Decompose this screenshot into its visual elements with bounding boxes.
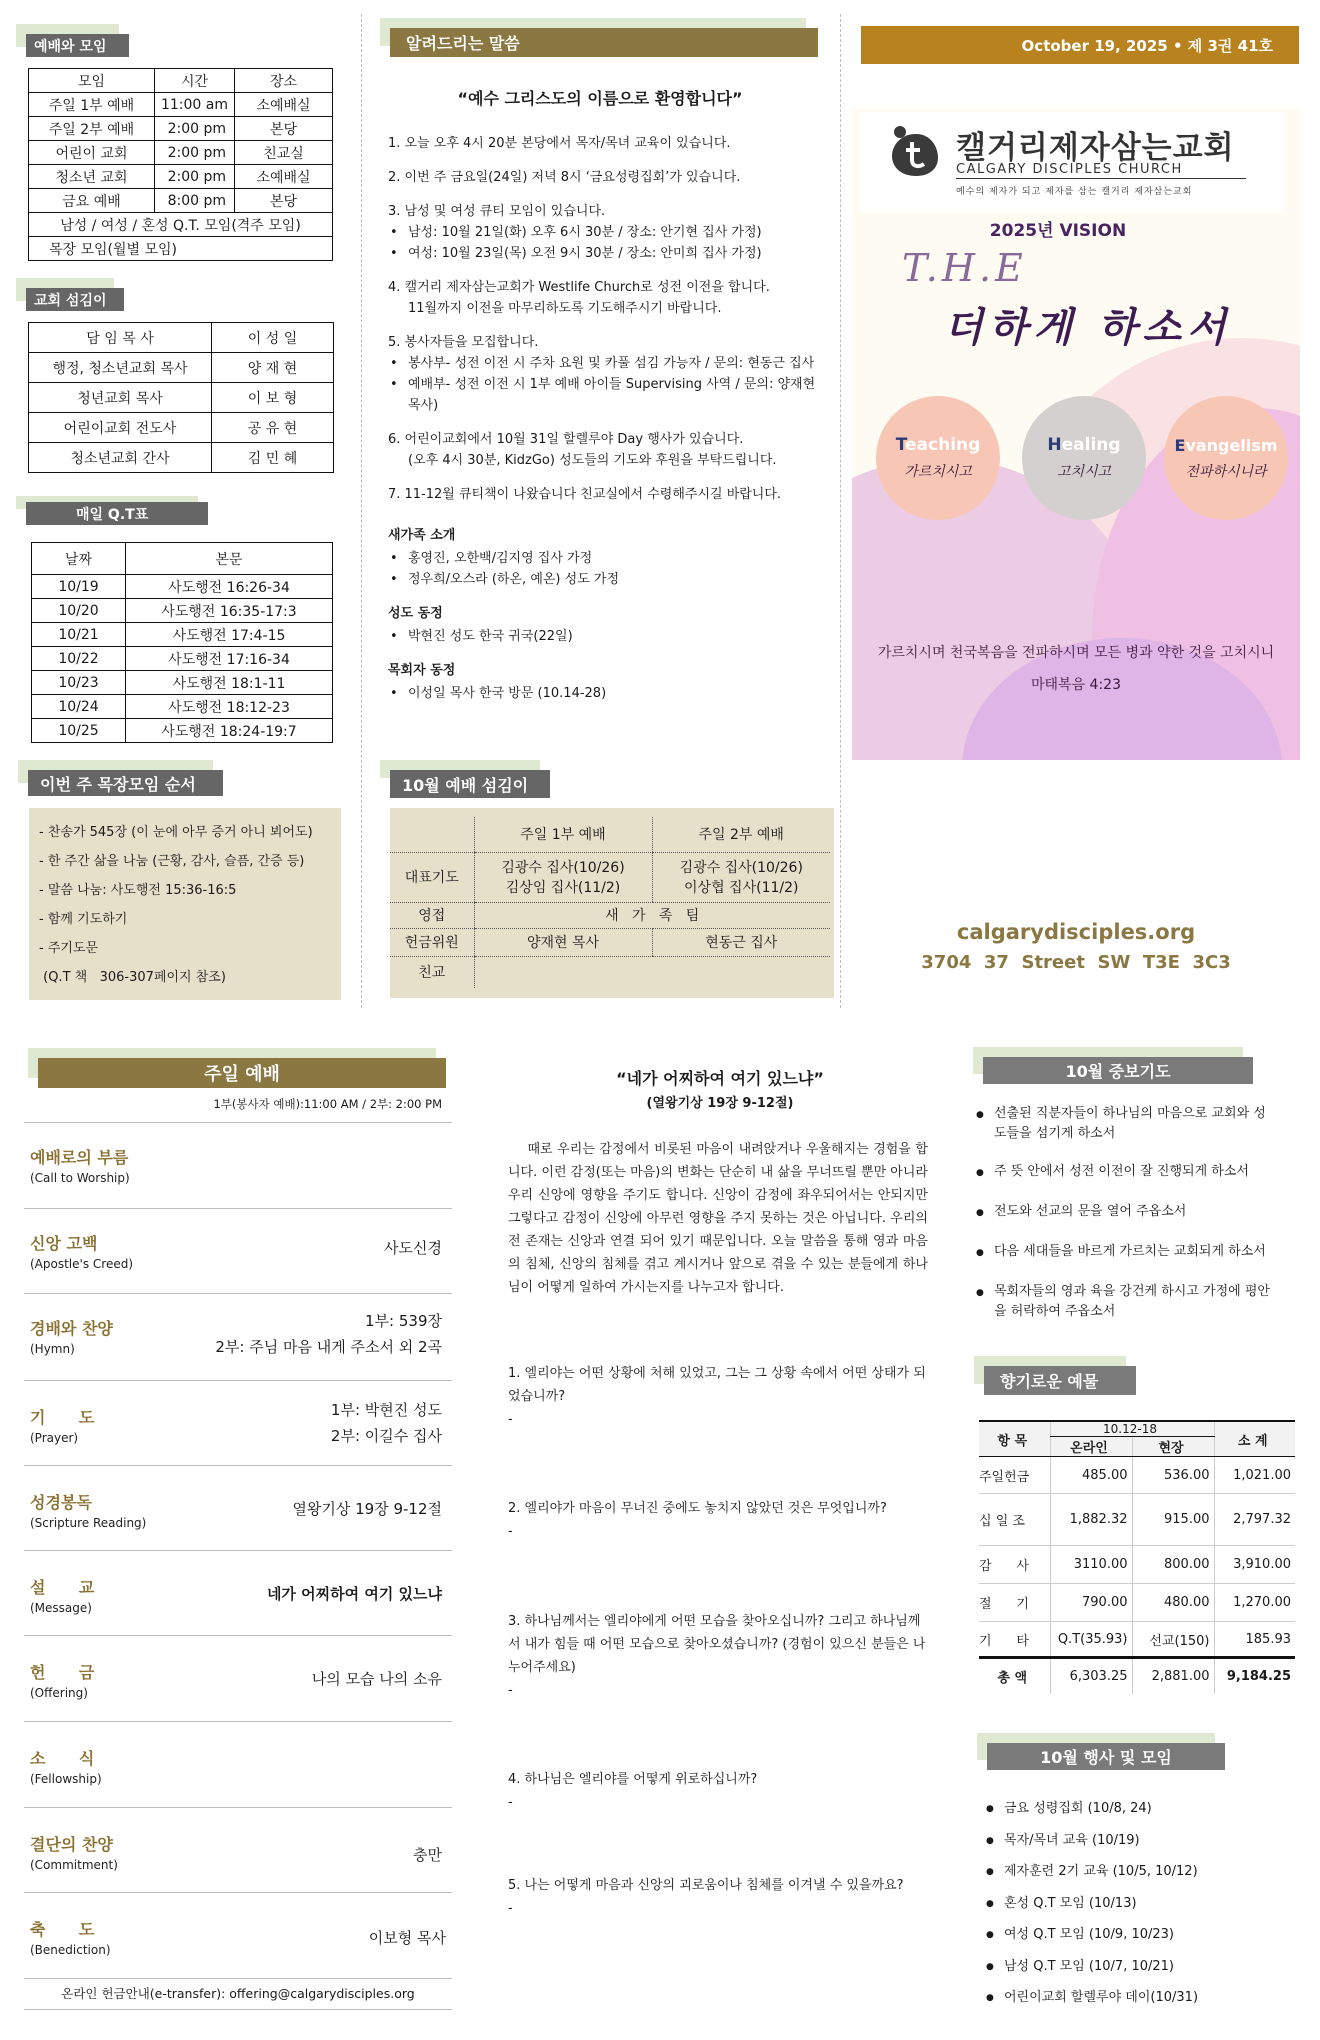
offering-table: 항 목 10.12-18 소 계 온라인 현장 주일헌금 485.00 536.00 1,021.00 십 일 조 1,882.32 915.00 2,797.32 감 사 3110.00 800.00 3,910.00 절 기 790.00 480.00 1,270.00 기 타 Q.T(35.93) 선교(150) 185.93 총 액 6,303.25 2,881.00 9,184.25 — [979, 1420, 1295, 1694]
prayer-list: ● 선출된 직분자들이 하나님의 마음으로 교회와 성도들을 섬기게 하소서 ● 주 뜻 안에서 성전 이전이 잘 진행되게 하소서 ● 전도와 선교의 문을 열어 주옵소서 ● 다음 세대들을 바르게 가르치는 교회되게 하소서 ● 목회자들의 영과 육을 강건케 하시고 가정에 평안을 허락하여 주옵소서 — [976, 1104, 1276, 1322]
table-row: 기 타 Q.T(35.93) 선교(150) 185.93 — [979, 1622, 1295, 1658]
table-row: 10/20 사도행전 16:35-17:3 — [32, 599, 333, 623]
question-3: 3. 하나님께서는 엘리야에게 어떤 모습을 찾아오십니까? 그리고 하나님께서 내가 힘들 때 어떤 모습으로 찾아오셨습니까? (경험이 있으신 분들은 나누어주세요) - — [508, 1614, 926, 1698]
church-logo-icon — [888, 124, 946, 178]
table-row: 청소년교회 간사 김 민 혜 — [29, 443, 334, 473]
online-offering-info: 온라인 헌금안내(e-transfer): offering@calgarydisciples.org — [24, 1978, 452, 2010]
announcements-list: 1. 오늘 오후 4시 20분 본당에서 목자/목녀 교육이 있습니다. 2. 이번 주 금요일(24일) 저녁 8시 ‘금요성령집회’가 있습니다. 3. 남성 및 여성 큐티 모임이 있습니다. • 남성: 10월 21일(화) 오후 6시 30분 / 장소: 안기현 집사 가정) • 여성: 10월 23일(목) 오전 9시 30분 / 장소: 안미희 집사 가정) 4. 캘거리 제자삼는교회가 Westlife Church로 성전 이전을 합니다. 11월까지 이전을 마무리하도록 기도해주시기 바랍니다. 5. 봉사자들을 모집합니다. • 봉사부- 성전 이전 시 주차 요원 및 카풀 섬김 가능자 / 문의: 현동근 집사 • 예배부- 성전 이전 시 1부 예배 아이들 Supervising 사역 / 문의: 양재현 목사) 6. 어린이교회에서 10월 31일 할렐루야 Day 행사가 있습니다. (오후 4시 30분, KidzGo) 성도들의 기도와 후원을 부탁드립니다. 7. 11-12월 큐티책이 나왔습니다 친교실에서 수령해주시길 바랍니다. 새가족 소개 • 홍영진, 오한백/김지영 집사 가정 • 정우희/오스라 (하온, 예온) 성도 가정 성도 동정 • 박현진 성도 한국 귀국(22일) 목회자 동정 • 이성일 목사 한국 방문 (10.14-28) — [388, 133, 828, 704]
table-row: 십 일 조 1,882.32 915.00 2,797.32 — [979, 1494, 1295, 1546]
table-row: 친교 — [390, 956, 830, 988]
church-name-ko: 캘거리제자삼는교회 — [956, 130, 1235, 166]
the-title: T.H.E — [902, 246, 1027, 290]
table-row: 어린이교회 전도사 공 유 현 — [29, 413, 334, 443]
table-row: 행정, 청소년교회 목사 양 재 현 — [29, 353, 334, 383]
offering-total-row: 총 액 6,303.25 2,881.00 9,184.25 — [979, 1658, 1295, 1694]
serving-table: 주일 1부 예배 주일 2부 예배 대표기도 김광수 집사(10/26) 김상임 집사(11/2) 김광수 집사(10/26) 이상협 집사(11/2) 영접 새 가 족 팀 헌금위원 양재현 목사 현동근 집사 친교 — [390, 817, 830, 988]
order-offering: 헌 금 (Offering) 나의 모습 나의 소유 — [24, 1635, 452, 1721]
panel-divider — [361, 14, 362, 1008]
slogan: 더하게 하소서 — [944, 304, 1232, 351]
order-scripture: 성경봉독 (Scripture Reading) 열왕기상 19장 9-12절 — [24, 1465, 452, 1550]
table-row: 주일 2부 예배 2:00 pm 본당 — [29, 117, 333, 141]
table-row: 감 사 3110.00 800.00 3,910.00 — [979, 1546, 1295, 1584]
table-row: 금요 예배 8:00 pm 본당 — [29, 189, 333, 213]
date-banner: October 19, 2025 • 제 3권 41호 — [861, 26, 1299, 64]
table-row: 청년교회 목사 이 보 형 — [29, 383, 334, 413]
question-4: 4. 하나님은 엘리야를 어떻게 위로하십니까? - — [508, 1772, 758, 1810]
services-table: 모임 시간 장소 주일 1부 예배 11:00 am 소예배실 주일 2부 예배 2:00 pm 본당 어린이 교회 2:00 pm 친교실 청소년 교회 2:00 pm 소예배실 금요 예배 8:00 pm 본당 남성 / 여성 / 혼성 Q.T. 모임(격주 모임) 목장 모임(월별 모임) — [28, 68, 333, 261]
table-row: 주일 1부 예배 11:00 am 소예배실 — [29, 93, 333, 117]
question-2: 2. 엘리야가 마음이 무너진 중에도 놓치지 않았던 것은 무엇입니까? - — [508, 1501, 887, 1539]
order-hymn: 경배와 찬양 (Hymn) 1부: 539장 2부: 주님 마음 내게 주소서 외 2곡 — [24, 1293, 452, 1378]
worship-times: 1부(봉사자 예배):11:00 AM / 2부: 2:00 PM — [213, 1097, 442, 1111]
welcome-title: “예수 그리스도의 이름으로 환영합니다” — [457, 89, 743, 108]
table-row: 영접 새 가 족 팀 — [390, 902, 830, 928]
question-5: 5. 나는 어떻게 마음과 신앙의 괴로움이나 침체를 이겨낼 수 있을까요? - — [508, 1878, 904, 1916]
events-list: ● 금요 성령집회 (10/8, 24) ● 목자/목녀 교육 (10/19) ● 제자훈련 2기 교육 (10/5, 10/12) ● 혼성 Q.T 모임 (10/13) ● 여성 Q.T 모임 (10/9, 10/23) ● 남성 Q.T 모임 (10/7, 10/21) ● 어린이교회 할렐루야 데이(10/31) — [986, 1793, 1286, 2014]
cell-order-box: - 찬송가 545장 (이 눈에 아무 증거 아니 뵈어도) - 한 주간 삶을 나눔 (근황, 감사, 슬픔, 간증 등) - 말씀 나눔: 사도행전 15:36-16:5 - 함께 기도하기 - 주기도문 (Q.T 책 306-307페이지 참조) — [29, 808, 341, 1000]
panel-divider — [840, 14, 841, 1008]
cover-art — [852, 108, 1300, 760]
table-row: 10/24 사도행전 18:12-23 — [32, 695, 333, 719]
table-row: 담 임 목 사 이 성 일 — [29, 323, 334, 353]
order-prayer: 기 도 (Prayer) 1부: 박현진 성도 2부: 이길수 집사 — [24, 1380, 452, 1465]
order-commitment: 결단의 찬양 (Commitment) 충만 — [24, 1807, 452, 1892]
table-row: 절 기 790.00 480.00 1,270.00 — [979, 1584, 1295, 1622]
vision-title: 2025년 VISION — [989, 221, 1127, 241]
table-row: 주일헌금 485.00 536.00 1,021.00 — [979, 1457, 1295, 1494]
website-link[interactable]: calgarydisciples.org — [956, 920, 1196, 944]
circle-evangelism: Evangelism 전파하시니라 — [1164, 396, 1288, 520]
sermon-intro: 때로 우리는 감정에서 비롯된 마음이 내려앉거나 우울해지는 경험을 합니다. 이런 감정(또는 마음)의 변화는 단순히 내 삶을 무너뜨릴 뿐만 아니라 우리 신앙에 영향을 주기도 합니다. 신앙이 감정에 좌우되어서는 안되지만 그렇다고 감정이 신앙에 아무런 영향을 주지 못하는 것은 아닙니다. 우리의 전 존재는 신앙과 연결 되어 있기 때문입니다. 오늘 말씀을 통해 영과 마음의 침체, 신앙의 침체를 겪고 계시거나 앞으로 겪을 수 있는 분들에게 하나님이 어떻게 일하여 가시는지를 나누고자 합니다. — [508, 1142, 928, 1295]
church-address: 3704 37 Street SW T3E 3C3 — [921, 952, 1231, 973]
table-row: 10/21 사도행전 17:4-15 — [32, 623, 333, 647]
table-row: 10/22 사도행전 17:16-34 — [32, 647, 333, 671]
table-row: 10/23 사도행전 18:1-11 — [32, 671, 333, 695]
table-row: 어린이 교회 2:00 pm 친교실 — [29, 141, 333, 165]
table-row: 대표기도 김광수 집사(10/26) 김상임 집사(11/2) 김광수 집사(10/26) 이상협 집사(11/2) — [390, 852, 830, 902]
order-fellowship: 소 식 (Fellowship) — [24, 1721, 452, 1807]
order-benediction: 축 도 (Benediction) 이보형 목사 — [24, 1892, 452, 1978]
table-row: 헌금위원 양재현 목사 현동근 집사 — [390, 928, 830, 956]
logo-rule — [956, 178, 1246, 179]
table-row: 청소년 교회 2:00 pm 소예배실 — [29, 165, 333, 189]
order-creed: 신앙 고백 (Apostle's Creed) 사도신경 — [24, 1208, 452, 1293]
staff-table — [28, 322, 334, 473]
cover-verse: 가르치시며 천국복음을 전파하시며 모든 병과 약한 것을 고치시니 — [877, 645, 1275, 661]
circle-teaching: Teaching 가르치시고 — [876, 396, 1000, 520]
sermon-reference: (열왕기상 19장 9-12절) — [646, 1096, 794, 1111]
order-call-to-worship: 예배로의 부름 (Call to Worship) — [24, 1122, 452, 1208]
church-motto: 예수의 제자가 되고 제자를 삼는 캘거리 제자삼는교회 — [956, 187, 1193, 197]
circle-healing: Healing 고치시고 — [1022, 396, 1146, 520]
cover-verse-ref: 마태복음 4:23 — [1031, 677, 1121, 693]
church-name-en: CALGARY DISCIPLES CHURCH — [956, 162, 1183, 177]
table-row: 10/25 사도행전 18:24-19:7 — [32, 719, 333, 743]
sermon-title: “네가 어찌하여 여기 있느냐” — [616, 1069, 824, 1088]
qt-table: 날짜 본문 10/19 사도행전 16:26-34 10/20 사도행전 16:35-17:3 10/21 사도행전 17:4-15 10/22 사도행전 17:16-34 10/23 사도행전 18:1-11 10/24 사도행전 18:12-23 10/25 사도행전 18:24-19:7 — [31, 542, 333, 743]
order-message: 설 교 (Message) 네가 어찌하여 여기 있느냐 — [24, 1550, 452, 1635]
question-1: 1. 엘리야는 어떤 상황에 처해 있었고, 그는 그 상황 속에서 어떤 상태가 되었습니까? - — [508, 1366, 926, 1427]
table-row: 10/19 사도행전 16:26-34 — [32, 575, 333, 599]
